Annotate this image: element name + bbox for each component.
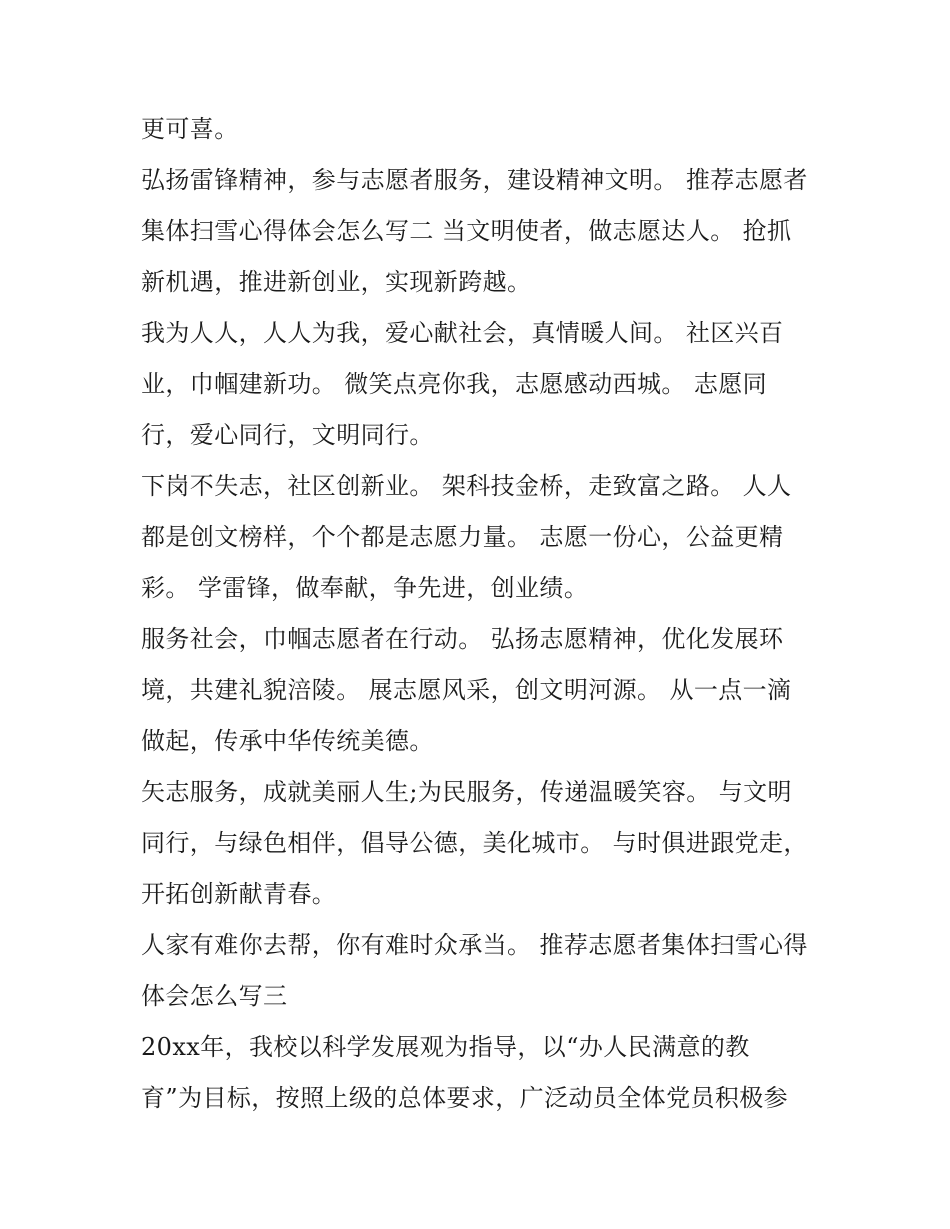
paragraph-5: 服务社会，巾帼志愿者在行动。 弘扬志愿精神，优化发展环境，共建礼貌涪陵。 展志愿风采，创文明河源。 从一点一滴做起，传承中华传统美德。 [141, 625, 792, 755]
paragraph-2: 弘扬雷锋精神，参与志愿者服务，建设精神文明。 推荐志愿者集体扫雪心得体会怎么写二 当文明使者，做志愿达人。 抢抓新机遇，推进新创业，实现新跨越。 [141, 166, 808, 296]
document-body [141, 104, 811, 1124]
paragraph-7: 人家有难你去帮，你有难时众承当。 推荐志愿者集体扫雪心得体会怎么写三 [141, 931, 808, 1010]
paragraph-6: 矢志服务，成就美丽人生;为民服务，传递温暖笑容。 与文明同行，与绿色相伴，倡导公德，美化城市。 与时俱进跟党走，开拓创新献青春。 [141, 778, 808, 908]
paragraph-1: 更可喜。 [141, 115, 239, 143]
paragraph-3: 我为人人，人人为我，爱心献社会，真情暖人间。 社区兴百业，巾帼建新功。 微笑点亮你我，志愿感动西城。 志愿同行，爱心同行，文明同行。 [141, 319, 784, 449]
paragraph-8: 20xx年，我校以科学发展观为指导，以“办人民满意的教育”为目标，按照上级的总体要求，广泛动员全体党员积极参 [141, 1033, 789, 1112]
paragraph-4: 下岗不失志，社区创新业。 架科技金桥，走致富之路。 人人都是创文榜样，个个都是志愿力量。 志愿一份心，公益更精彩。 学雷锋，做奉献，争先进，创业绩。 [141, 472, 792, 602]
